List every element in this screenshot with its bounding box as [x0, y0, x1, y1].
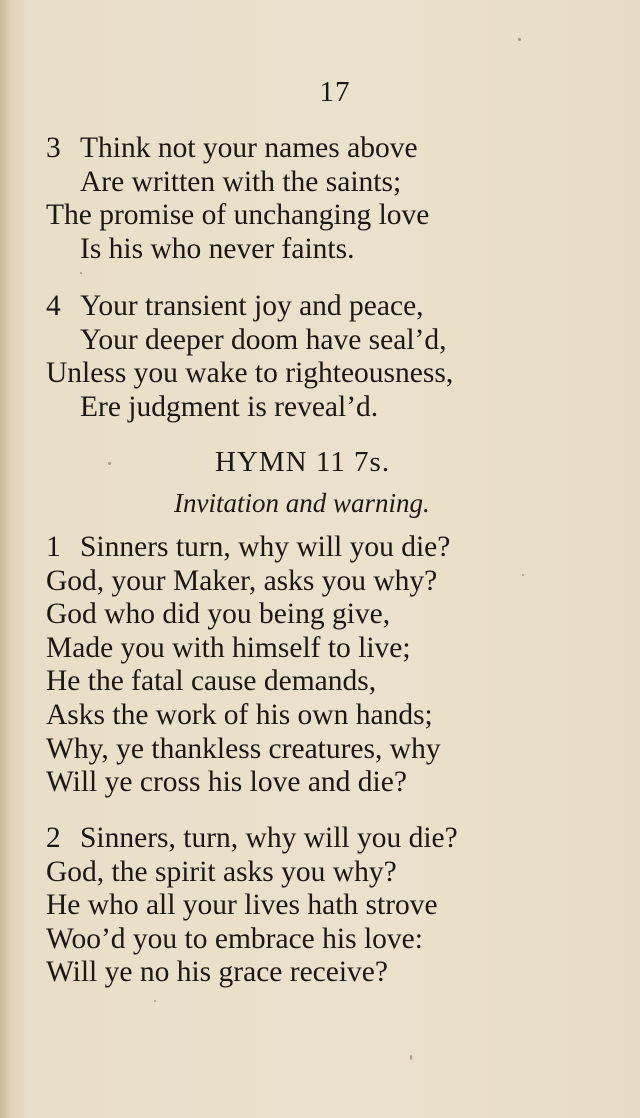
paper-speck — [518, 38, 521, 41]
page-number: 17 — [319, 76, 351, 108]
stanza-number: 2 — [46, 822, 61, 854]
stanza-line: Will ye cross his love and die? — [46, 766, 407, 799]
stanza-1 — [46, 531, 626, 800]
stanza-line: Will ye no his grace receive? — [46, 956, 388, 989]
stanza-line: Is his who never faints. — [80, 232, 355, 265]
stanza-line: Why, ye thankless creatures, why — [46, 732, 441, 765]
stanza-line: The promise of unchanging love — [46, 199, 430, 232]
stanza-line: Made you with himself to live; — [46, 631, 411, 664]
paper-speck — [80, 272, 82, 274]
stanza-line: 4 Your transient joy and peace, — [46, 290, 424, 322]
hymn-title: HYMN 11 7s. — [215, 446, 391, 478]
stanza-number: 1 — [46, 531, 61, 563]
paper-speck — [522, 574, 524, 576]
stanza-4 — [46, 290, 626, 424]
stanza-line: 2 Sinners, turn, why will you die? — [46, 822, 458, 854]
stanza-line: Are written with the saints; — [80, 165, 402, 198]
hymn-subtitle: Invitation and warning. — [174, 488, 430, 518]
stanza-3 — [46, 132, 626, 266]
stanza-line: God, the spirit asks you why? — [46, 855, 397, 888]
stanza-number: 4 — [46, 290, 61, 322]
page-edge-shadow — [0, 0, 10, 1118]
stanza-2 — [46, 822, 626, 990]
stanza-line: He the fatal cause demands, — [46, 665, 377, 698]
stanza-line: 1 Sinners turn, why will you die? — [46, 531, 451, 563]
stanza-line: God who did you being give, — [46, 598, 391, 631]
stanza-line: 3 Think not your names above — [46, 132, 418, 164]
stanza-line: Your deeper doom have seal’d, — [80, 323, 447, 356]
paper-speck — [410, 1055, 412, 1060]
paper-speck — [108, 462, 111, 465]
stanza-line: Asks the work of his own hands; — [46, 698, 433, 731]
stanza-line: Unless you wake to righteousness, — [46, 357, 454, 390]
stanza-line: God, your Maker, asks you why? — [46, 564, 438, 597]
stanza-line: Woo’d you to embrace his love: — [46, 922, 423, 955]
stanza-number: 3 — [46, 132, 61, 164]
paper-speck — [154, 1000, 156, 1002]
stanza-line: He who all your lives hath strove — [46, 889, 438, 922]
stanza-line: Ere judgment is reveal’d. — [80, 390, 379, 423]
